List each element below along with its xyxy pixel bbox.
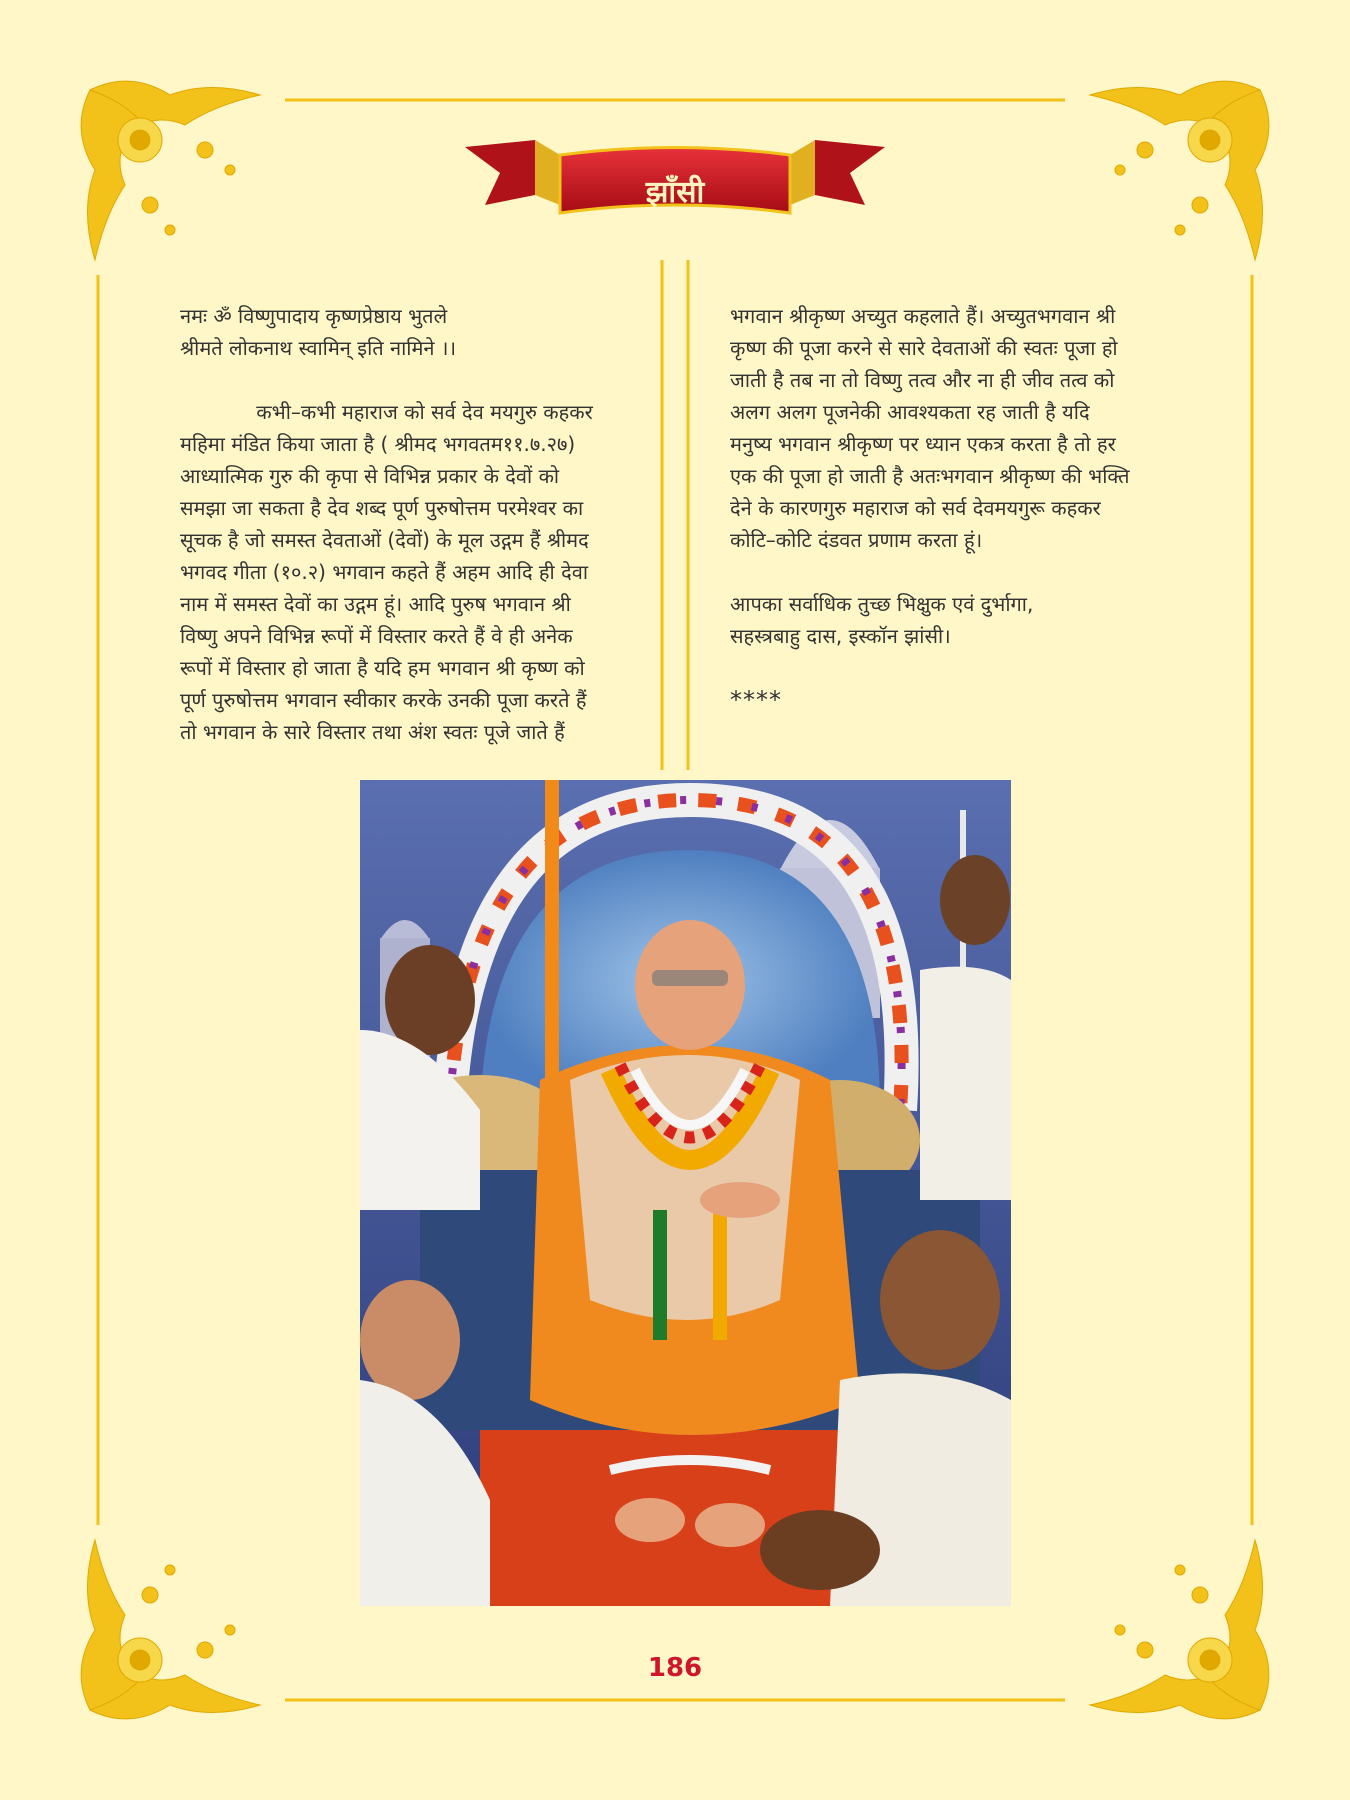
verse-line: श्रीमते लोकनाथ स्वामिन् इति नामिने ।। — [180, 336, 457, 360]
paragraph-line: कोटि–कोटि दंडवत प्रणाम करता हूं। — [730, 528, 983, 552]
paragraph-line: तो भगवान के सारे विस्तार तथा अंश स्वतः पूजे जाते हैं — [180, 720, 565, 744]
right-paragraph — [730, 300, 1174, 556]
paragraph-line: कभी–कभी महाराज को सर्व देव मयगुरु कहकर — [180, 400, 593, 424]
paragraph-line: सूचक है जो समस्त देवताओं (देवों) के मूल उद्गम हैं श्रीमद — [180, 528, 589, 552]
left-paragraph — [180, 396, 630, 748]
paragraph-line: समझा जा सकता है देव शब्द पूर्ण पुरुषोत्तम परमेश्वर का — [180, 496, 584, 520]
paragraph-line: देने के कारणगुरु महाराज को सर्व देवमयगुरू कहकर — [730, 496, 1101, 520]
paragraph-line: मनुष्य भगवान श्रीकृष्ण पर ध्यान एकत्र करता है तो हर — [730, 432, 1116, 456]
signoff-line: आपका सर्वाधिक तुच्छ भिक्षुक एवं दुर्भागा, — [730, 592, 1034, 616]
paragraph-line: अलग अलग पूजनेकी आवश्यकता रह जाती है यदि — [730, 400, 1090, 424]
photo-guru-garlanded — [360, 780, 1011, 1606]
paragraph-line: विष्णु अपने विभिन्न रूपों में विस्तार करते हैं वे ही अनेक — [180, 624, 573, 648]
right-column — [730, 300, 1174, 716]
paragraph-line: भगवान श्रीकृष्ण अच्युत कहलाते हैं। अच्युतभगवान श्री — [730, 304, 1116, 328]
paragraph-line: भगवद गीता (१०.२) भगवान कहते हैं अहम आदि ही देवा — [180, 560, 588, 584]
paragraph-line: महिमा मंडित किया जाता है ( श्रीमद भगवतम११.७.२७) — [180, 432, 576, 456]
paragraph-line: कृष्ण की पूजा करने से सारे देवताओं की स्वतः पूजा हो — [730, 336, 1118, 360]
section-end-stars: **** — [730, 686, 782, 714]
left-column — [180, 300, 630, 748]
paragraph-line: पूर्ण पुरुषोत्तम भगवान स्वीकार करके उनकी पूजा करते हैं — [180, 688, 587, 712]
paragraph-line: आध्यात्मिक गुरु की कृपा से विभिन्न प्रकार के देवों को — [180, 464, 560, 488]
paragraph-line: नाम में समस्त देवों का उद्गम हूं। आदि पुरुष भगवान श्री — [180, 592, 571, 616]
paragraph-line: रूपों में विस्तार हो जाता है यदि हम भगवान श्री कृष्ण को — [180, 656, 585, 680]
paragraph-line: जाती है तब ना तो विष्णु तत्व और ना ही जीव तत्व को — [730, 368, 1115, 392]
verse-line: नमः ॐ विष्णुपादाय कृष्णप्रेष्ठाय भुतले — [180, 304, 448, 328]
page-number: 186 — [647, 1653, 703, 1683]
page-title: झाँसी — [645, 175, 705, 210]
paragraph-line: एक की पूजा हो जाती है अतःभगवान श्रीकृष्ण की भक्ति — [730, 464, 1130, 488]
signoff-line: सहस्त्रबाहु दास, इस्कॉन झांसी। — [730, 624, 951, 648]
